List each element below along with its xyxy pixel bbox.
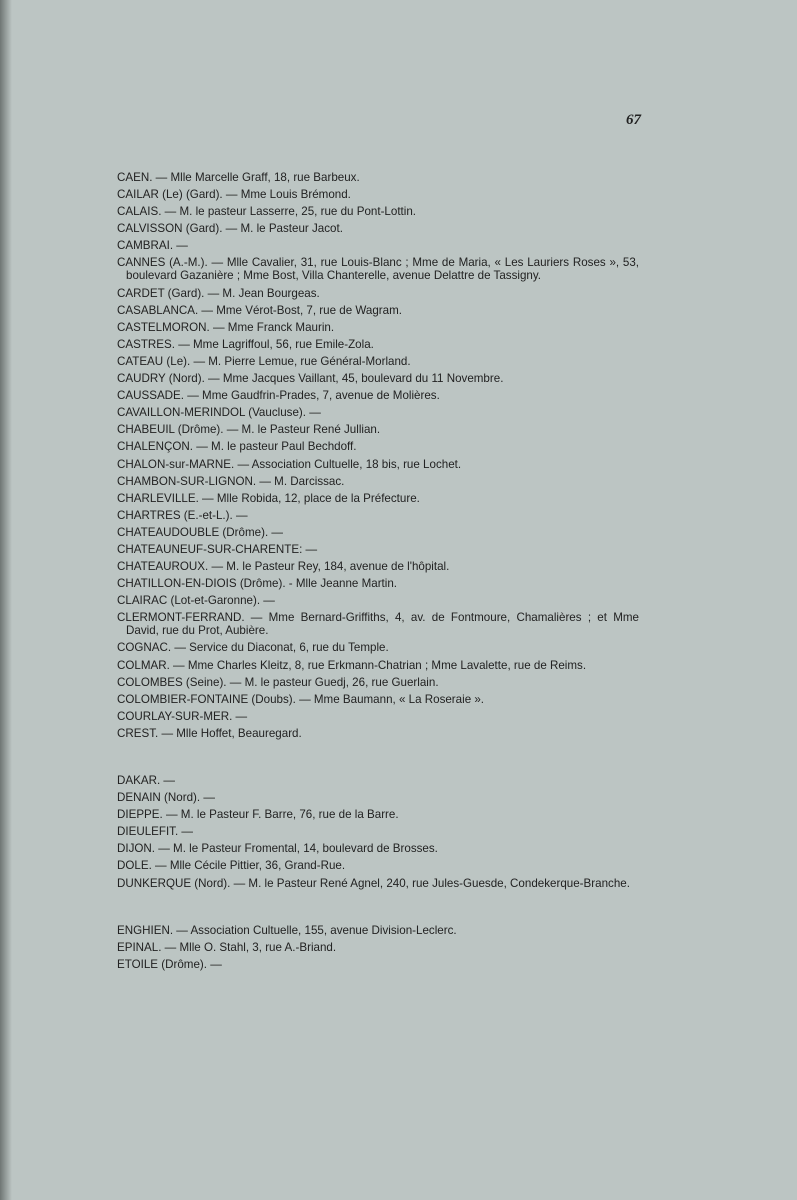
directory-entry: COLOMBES (Seine). — M. le pasteur Guedj, 26, rue Guerlain. (117, 675, 439, 689)
directory-entry: CAUSSADE. — Mme Gaudfrin-Prades, 7, avenue de Molières. (117, 389, 440, 403)
directory-entry: CAVAILLON-MERINDOL (Vaucluse). — (117, 406, 321, 420)
directory-entry: ENGHIEN. — Association Cultuelle, 155, avenue Division-Leclerc. (117, 923, 457, 937)
directory-entry: CATEAU (Le). — M. Pierre Lemue, rue Général-Morland. (117, 354, 411, 368)
directory-entry: DIEPPE. — M. le Pasteur F. Barre, 76, rue de la Barre. (117, 808, 399, 822)
directory-entry: DIJON. — M. le Pasteur Fromental, 14, boulevard de Brosses. (117, 842, 438, 856)
directory-entry: CHATEAUROUX. — M. le Pasteur Rey, 184, avenue de l'hôpital. (117, 560, 450, 574)
directory-entry: CAILAR (Le) (Gard). — Mme Louis Brémond. (117, 188, 351, 202)
directory-entry: COURLAY-SUR-MER. — (117, 709, 248, 723)
directory-entry: CREST. — Mlle Hoffet, Beauregard. (117, 726, 302, 740)
directory-entry: CHARLEVILLE. — Mlle Robida, 12, place de la Préfecture. (117, 491, 420, 505)
directory-entry: ETOILE (Drôme). — (117, 957, 222, 971)
directory-entry: CALVISSON (Gard). — M. le Pasteur Jacot. (117, 222, 343, 236)
directory-entry: CHARTRES (E.-et-L.). — (117, 508, 248, 522)
directory-entry: CHATEAUDOUBLE (Drôme). — (117, 525, 283, 539)
directory-entry: CARDET (Gard). — M. Jean Bourgeas. (117, 286, 320, 300)
directory-entry: CHABEUIL (Drôme). — M. le Pasteur René Jullian. (117, 423, 381, 437)
directory-entry: CLAIRAC (Lot-et-Garonne). — (117, 594, 275, 608)
directory-entry: CHAMBON-SUR-LIGNON. — M. Darcissac. (117, 474, 345, 488)
directory-entry: CASTRES. — Mme Lagriffoul, 56, rue Emile-Zola. (117, 337, 374, 351)
directory-entry: CAMBRAI. — (117, 239, 188, 253)
directory-entry: DAKAR. — (117, 774, 175, 787)
directory-entry: CHATEAUNEUF-SUR-CHARENTE: — (117, 542, 318, 556)
directory-entry: COLOMBIER-FONTAINE (Doubs). — Mme Baumann, « La Roseraie ». (117, 692, 485, 706)
section-gap (117, 744, 639, 774)
directory-entry: COLMAR. — Mme Charles Kleitz, 8, rue Erkmann-Chatrian ; Mme Lavalette, rue de Reims. (117, 658, 587, 672)
directory-entry: DOLE. — Mlle Cécile Pittier, 36, Grand-Rue. (117, 859, 346, 873)
directory-entry: DUNKERQUE (Nord). — M. le Pasteur René Agnel, 240, rue Jules-Guesde, Condekerque-Branche. (117, 876, 630, 890)
directory-entry: CHATILLON-EN-DIOIS (Drôme). - Mlle Jeanne Martin. (117, 577, 398, 591)
directory-entry: EPINAL. — Mlle O. Stahl, 3, rue A.-Briand. (117, 940, 337, 954)
directory-entry: CAEN. — Mlle Marcelle Graff, 18, rue Barbeux. (117, 171, 360, 184)
directory-entry: CHALON-sur-MARNE. — Association Cultuelle, 18 bis, rue Lochet. (117, 457, 462, 471)
directory-entry: CANNES (A.-M.). — Mlle Cavalier, 31, rue Louis-Blanc ; Mme de Maria, « Les Lauriers Roses », 53, boulevard Gazanière ; Mme Bost, Villa Chanterelle, avenue Delattre de Tassigny. (117, 256, 639, 283)
page-number: 67 (626, 112, 641, 128)
directory-entry: DIEULEFIT. — (117, 825, 194, 839)
directory-entry: CASTELMORON. — Mme Franck Maurin. (117, 320, 335, 334)
directory-entry: COGNAC. — Service du Diaconat, 6, rue du Temple. (117, 641, 389, 655)
directory-entry: CLERMONT-FERRAND. — Mme Bernard-Griffiths, 4, av. de Fontmoure, Chamalières ; et Mme David, rue du Prot, Aubière. (117, 611, 639, 638)
directory-entry: CAUDRY (Nord). — Mme Jacques Vaillant, 45, boulevard du 11 Novembre. (117, 372, 504, 386)
directory-entry: DENAIN (Nord). — (117, 791, 215, 805)
book-spine-shadow (0, 0, 12, 1200)
directory-entry: CASABLANCA. — Mme Vérot-Bost, 7, rue de Wagram. (117, 303, 402, 317)
directory-list (117, 171, 639, 975)
section-gap (117, 894, 639, 924)
directory-entry: CHALENÇON. — M. le pasteur Paul Bechdoff. (117, 440, 357, 454)
directory-entry: CALAIS. — M. le pasteur Lasserre, 25, rue du Pont-Lottin. (117, 205, 417, 219)
